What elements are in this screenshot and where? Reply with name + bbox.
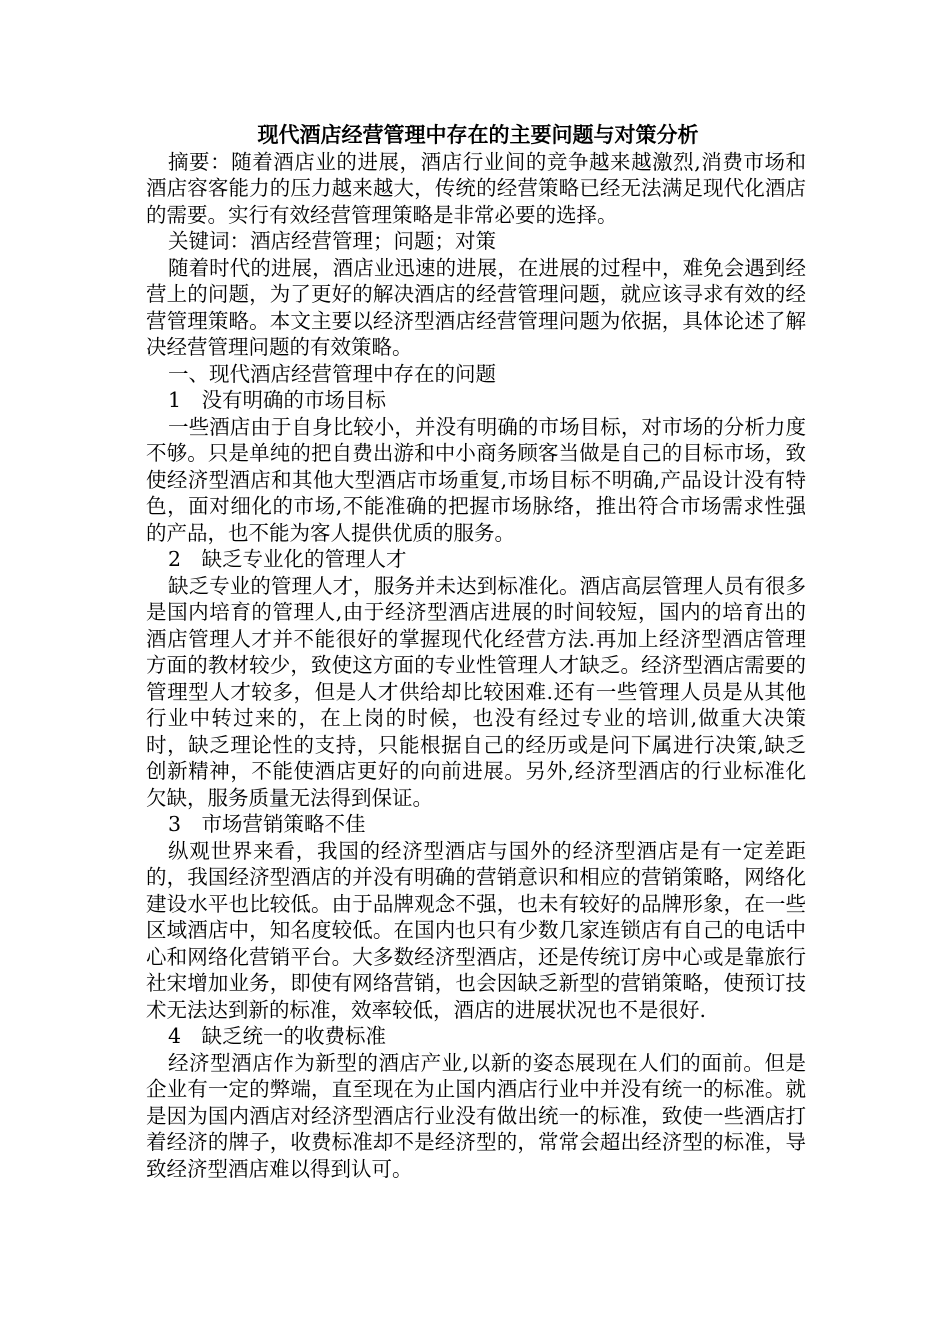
subsection-body-2: 缺乏专业的管理人才，服务并未达到标准化。酒店高层管理人员有很多是国内培育的管理人,由于经济型酒店进展的时间较短，国内的培育出的酒店管理人才并不能很好的掌握现代化经营方法.再加上经济型酒店管理方面的教材较少，致使这方面的专业性管理人才缺乏。经济型酒店需要的管理型人才较多，但是人才供给却比较困难.还有一些管理人员是从其他行业中转过来的，在上岗的时候，也没有经过专业的培训,做重大决策时，缺乏理论性的支持，只能根据自己的经历或是问下属进行决策,缺乏创新精神，不能使酒店更好的向前进展。另外,经济型酒店的行业标准化欠缺，服务质量无法得到保证。 (146, 573, 806, 810)
subsection-heading-3: 3 市场营销策略不佳 (168, 812, 366, 836)
abstract-paragraph: 摘要：随着酒店业的进展，酒店行业间的竞争越来越激烈,消费市场和酒店容客能力的压力越来越大，传统的经营策略已经无法满足现代化酒店的需要。实行有效经营管理策略是非常必要的选择。 (146, 149, 806, 227)
document-body (146, 122, 806, 1182)
subsection-body-4: 经济型酒店作为新型的酒店产业,以新的姿态展现在人们的面前。但是企业有一定的弊端，直至现在为止国内酒店行业中并没有统一的标准。就是因为国内酒店对经济型酒店行业没有做出统一的标准，致使一些酒店打着经济的牌子，收费标准却不是经济型的，常常会超出经济型的标准，导致经济型酒店难以得到认可。 (146, 1050, 806, 1181)
subsection-heading-1: 1 没有明确的市场目标 (168, 388, 387, 412)
intro-paragraph: 随着时代的进展，酒店业迅速的进展，在进展的过程中，难免会遇到经营上的问题，为了更好的解决酒店的经营管理问题，就应该寻求有效的经营管理策略。本文主要以经济型酒店经营管理问题为依据，具体论述了解决经营管理问题的有效策略。 (146, 255, 806, 359)
keywords-line: 关键词：酒店经营管理；问题；对策 (168, 229, 496, 253)
subsection-body-1: 一些酒店由于自身比较小，并没有明确的市场目标，对市场的分析力度不够。只是单纯的把自费出游和中小商务顾客当做是自己的目标市场，致使经济型酒店和其他大型酒店市场重复,市场目标不明确,产品设计没有特色，面对细化的市场,不能准确的把握市场脉络，推出符合市场需求性强的产品，也不能为客人提供优质的服务。 (146, 414, 806, 545)
subsection-body-3: 纵观世界来看，我国的经济型酒店与国外的经济型酒店是有一定差距的，我国经济型酒店的并没有明确的营销意识和相应的营销策略，网络化建设水平也比较低。由于品牌观念不强，也未有较好的品牌形象，在一些区域酒店中，知名度较低。在国内也只有少数几家连锁店有自己的电话中心和网络化营销平台。大多数经济型酒店，还是传统订房中心或是靠旅行社宋增加业务，即使有网络营销，也会因缺乏新型的营销策略，使预订技术无法达到新的标准，效率较低，酒店的进展状况也不是很好. (146, 838, 806, 1022)
document-title: 现代酒店经营管理中存在的主要问题与对策分析 (257, 122, 699, 147)
subsection-heading-4: 4 缺乏统一的收费标准 (168, 1024, 387, 1048)
section-heading: 一、现代酒店经营管理中存在的问题 (168, 361, 496, 386)
subsection-heading-2: 2 缺乏专业化的管理人才 (168, 547, 407, 571)
